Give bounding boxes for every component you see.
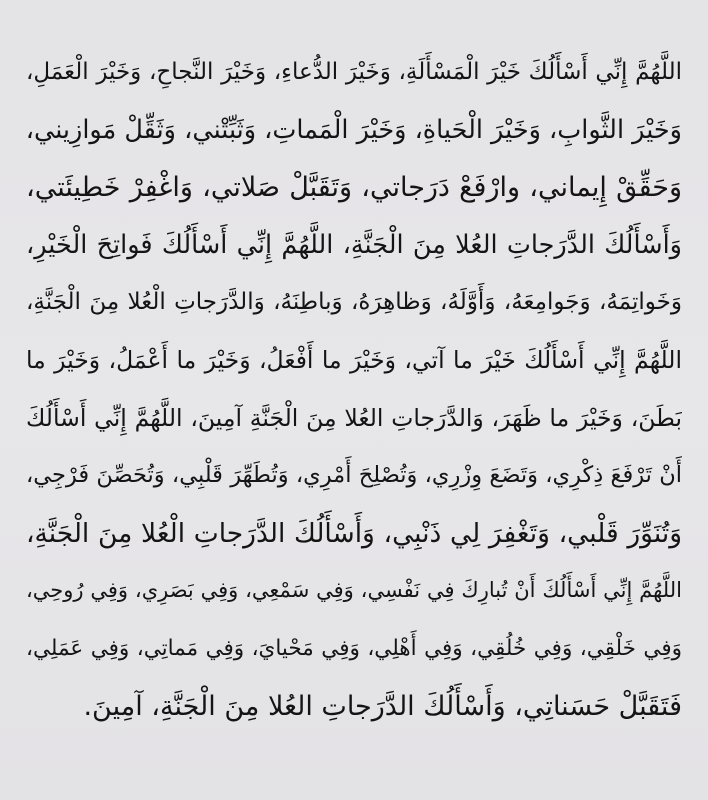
text-line: اللَّهُمَّ إِنِّي أَسْأَلُكَ خَيْرَ الْمَسْأَلَةِ، وَخَيْرَ الدُّعاءِ، وَخَيْرَ النَّجاحِ، وَخَيْرَ الْعَمَلِ، [26,59,682,85]
text-line: وَخَواتِمَهُ، وَجَوامِعَهُ، وَأَوَّلَهُ، وَظاهِرَهُ، وَباطِنَهُ، وَالدَّرَجاتِ الْعُلا مِنَ الْجَنَّةِ، [26,289,682,316]
text-line: وَتُنَوِّرَ قَلْبي، وَتَغْفِرَ لِي ذَنْبِي، وَأَسْأَلُكَ الدَّرَجاتِ الْعُلا مِنَ الْجَنَّةِ، [26,517,682,549]
text-line: فَتَقَبَّلْ حَسَناتِي، وَأَسْأَلُكَ الدَّرَجاتِ العُلا مِنَ الْجَنَّةِ، آمِينَ. [83,690,682,722]
text-line: اللَّهُمَّ إِنِّي أَسْأَلُكَ خَيْرَ ما آتي، وَخَيْرَ ما أَفْعَلُ، وَخَيْرَ ما أَعْمَلُ، وَخَيْرَ ما [26,345,682,374]
text-line: وَخَيْرَ الثَّوابِ، وَخَيْرَ الْحَياةِ، وَخَيْرَ الْمَماتِ، وَثَبِّتْني، وَثَقِّلْ مَوازِيني، [26,114,682,145]
text-line: وَأَسْأَلُكَ الدَّرَجاتِ العُلا مِنَ الْجَنَّةِ، اللَّهُمَّ إِنِّي أَسْأَلُكَ فَواتِحَ الْخَيْرِ، [26,229,682,260]
dua-text [26,44,682,735]
text-line: اللَّهُمَّ إِنِّي أَسْأَلُكَ أَنْ تُبارِكَ فِي نَفْسِي، وَفِي سَمْعِي، وَفِي بَصَرِي، وَفِي رُوحِي، [26,578,682,603]
text-line: أَنْ تَرْفَعَ ذِكْرِي، وَتَضَعَ وِزْرِي، وَتُصْلِحَ أَمْرِي، وَتُطَهِّرَ قَلْبِي، وَتُحَصِّنَ فَرْجِي، [26,462,682,489]
text-line: بَطَنَ، وَخَيْرَ ما ظَهَرَ، وَالدَّرَجاتِ العُلا مِنَ الْجَنَّةِ آمِينَ، اللَّهُمَّ إِنِّي أَسْأَلُكَ [26,403,682,432]
text-line: وَحَقِّقْ إِيماني، وارْفَعْ دَرَجاتي، وَتَقَبَّلْ صَلاتي، وَاغْفِرْ خَطِيئَتي، [26,172,682,204]
text-line: وَفِي خَلْقِي، وَفِي خُلُقِي، وَفِي أَهْلِي، وَفِي مَحْيايَ، وَفِي مَماتِي، وَفِي عَمَلِي، [26,635,682,661]
